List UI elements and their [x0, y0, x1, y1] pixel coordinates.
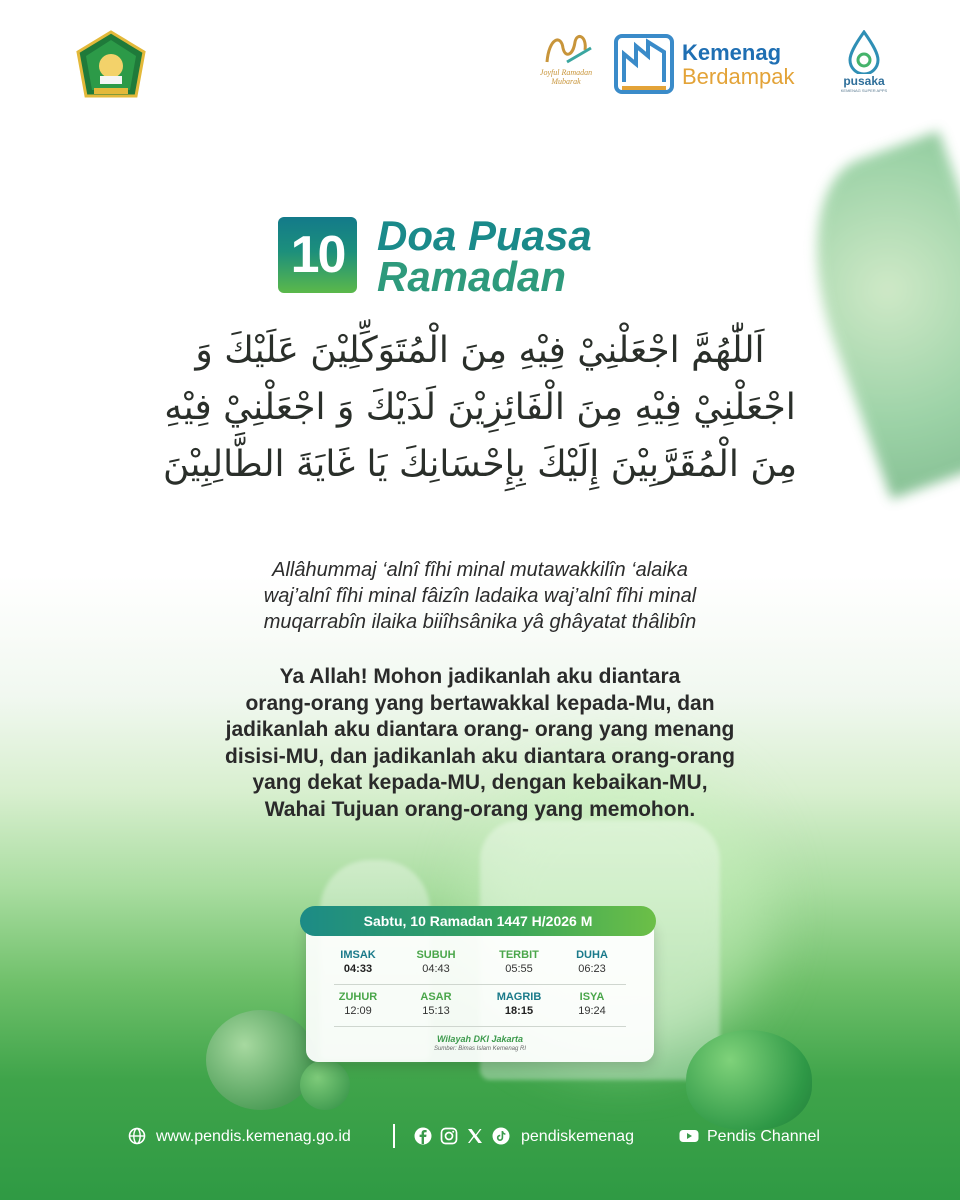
latin-line: Allâhummaj ‘alnî fîhi minal mutawakkilîn ‘alaika	[272, 559, 688, 581]
meaning-line: disisi-MU, dan jadikanlah aku diantara orang-orang	[225, 744, 735, 768]
schedule-time: 19:24	[578, 1005, 606, 1017]
schedule-cell-asar	[396, 990, 476, 1019]
footer	[0, 1120, 960, 1154]
berdampak-mark-icon	[614, 34, 674, 94]
kemenag-emblem-icon	[74, 30, 148, 100]
schedule-cell-terbit	[479, 948, 559, 977]
schedule-label: ZUHUR	[338, 991, 378, 1003]
meaning-line: orang-orang yang bertawakkal kepada-Mu, dan	[245, 691, 715, 715]
schedule-time: 15:13	[422, 1005, 450, 1017]
arabic-prayer: اَللّٰهُمَّ اجْعَلْنِيْ فِيْهِ مِنَ الْمُتَوَكِّلِيْنَ عَلَيْكَ وَ اجْعَلْنِيْ فِيْهِ مِنَ الْفَائِزِيْنَ لَدَيْكَ وَ اجْعَلْنِيْ فِيْهِ مِنَ الْمُقَرَّبِيْنَ إِلَيْكَ بِإِحْسَانِكَ يَا غَايَةَ الطَّالِبِيْنَ	[162, 330, 798, 485]
schedule-label: TERBIT	[499, 949, 539, 961]
title-line1: Doa Puasa	[377, 212, 592, 259]
pusaka-drop-icon	[834, 30, 894, 74]
schedule-time: 18:15	[504, 1005, 534, 1017]
footer-divider	[393, 1124, 395, 1148]
schedule-label: DUHA	[576, 949, 608, 961]
schedule-time: 04:33	[343, 963, 373, 975]
instagram-icon[interactable]	[440, 1127, 458, 1145]
schedule-date: Sabtu, 10 Ramadan 1447 H/2026 M	[300, 906, 656, 936]
prayer-meaning	[150, 664, 810, 823]
x-icon[interactable]	[466, 1127, 484, 1145]
schedule-cell-subuh	[396, 948, 476, 977]
latin-transliteration	[150, 557, 810, 635]
youtube-icon[interactable]	[679, 1127, 699, 1145]
schedule-divider	[334, 1026, 626, 1027]
schedule-time: 04:43	[422, 963, 450, 975]
ornament-sphere-small	[300, 1060, 350, 1110]
latin-line: muqarrabîn ilaika biiîhsânika yâ ghâyatat thâlibîn	[263, 611, 697, 633]
schedule-cell-zuhur	[318, 990, 398, 1019]
ramadan-logo-text: Joyful Ramadan Mubarak	[539, 68, 593, 86]
berdampak-line1: Kemenag	[682, 40, 782, 65]
pusaka-logo	[834, 30, 894, 94]
schedule-time: 12:09	[344, 1005, 372, 1017]
meaning-line: Ya Allah! Mohon jadikanlah aku diantara	[279, 665, 681, 688]
schedule-source: Sumber: Bimas Islam Kemenag RI	[433, 1046, 527, 1052]
kemenag-berdampak-logo	[614, 34, 814, 96]
pusaka-name: pusaka	[843, 74, 885, 88]
ornament-dome-right	[686, 1030, 812, 1130]
youtube-channel-link[interactable]: Pendis Channel	[707, 1128, 820, 1145]
meaning-line: Wahai Tujuan orang-orang yang memohon.	[264, 797, 696, 821]
schedule-cell-isya	[552, 990, 632, 1019]
meaning-line: yang dekat kepada-MU, dengan kebaikan-MU,	[252, 771, 708, 794]
schedule-cell-magrib	[479, 990, 559, 1019]
schedule-label: ISYA	[579, 991, 605, 1003]
schedule-divider	[334, 984, 626, 985]
facebook-icon[interactable]	[414, 1127, 432, 1145]
schedule-label: SUBUH	[416, 949, 456, 961]
schedule-region: Wilayah DKI Jakarta	[437, 1034, 523, 1044]
ornament-sphere-left	[206, 1010, 316, 1110]
website-link[interactable]: www.pendis.kemenag.go.id	[156, 1128, 351, 1145]
berdampak-line2: Berdampak	[682, 64, 795, 89]
globe-icon	[128, 1127, 146, 1145]
pusaka-tagline: KEMENAG SUPER APPS	[840, 88, 888, 93]
schedule-time: 05:55	[505, 963, 533, 975]
joyful-ramadan-logo	[537, 28, 595, 92]
day-number-badge: 10	[278, 217, 357, 293]
title-line2: Ramadan	[377, 253, 567, 300]
social-handle-link[interactable]: pendiskemenag	[521, 1128, 634, 1145]
schedule-label: MAGRIB	[496, 991, 542, 1003]
schedule-cell-duha	[552, 948, 632, 977]
meaning-line: jadikanlah aku diantara orang- orang yang menang	[225, 718, 735, 741]
ramadan-calligraphy-icon	[537, 28, 595, 68]
schedule-label: IMSAK	[340, 949, 376, 961]
latin-line: waj’alnî fîhi minal fâizîn ladaika waj’alnî fîhi minal	[263, 585, 697, 607]
tiktok-icon[interactable]	[492, 1127, 510, 1145]
schedule-label: ASAR	[420, 991, 452, 1003]
schedule-time: 06:23	[578, 963, 606, 975]
schedule-cell-imsak	[318, 948, 398, 977]
